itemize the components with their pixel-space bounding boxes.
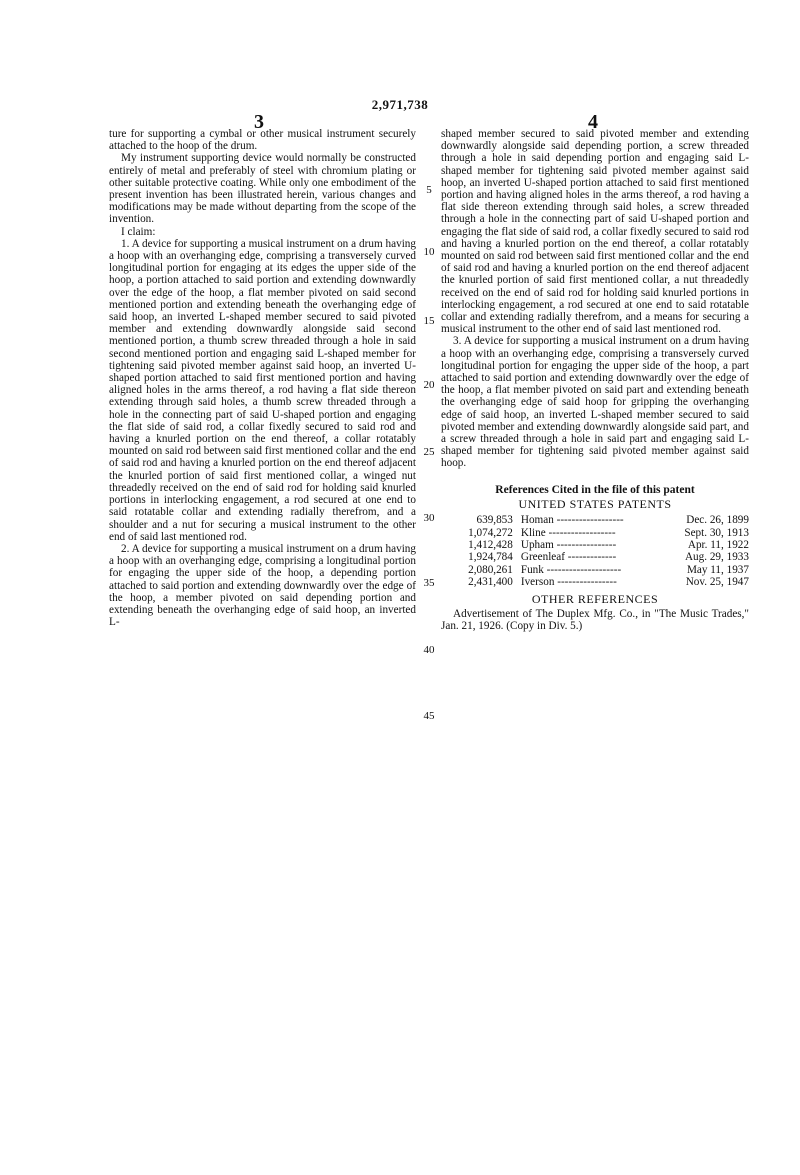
- patent-date-cell: Sept. 30, 1913: [684, 526, 749, 539]
- leader-dots: -------------: [567, 551, 617, 564]
- patent-name: Upham: [520, 538, 554, 551]
- leader-dots: ------------------: [548, 526, 616, 539]
- patent-date-cell: May 11, 1937: [686, 563, 749, 576]
- paragraph: shaped member secured to said pivoted member and extending downwardly alongside said depending portion, a screw threaded through a hole in said depending portion and engaging said L-shaped member for tightening said pivoted member against said hoop, an inverted U-shaped portion attached to said first mentioned portion and having aligned holes in the arms thereof, a rod having a flat side thereon extending through said holes, a screw threaded through a hole in the connecting part of said U-shaped portion and engaging the flat side of said rod, a collar fixedly secured to said rod and having a knurled portion on the end thereof, a collar rotatably mounted on said rod between said first mentioned collar and the end of said rod and having a knurled portion on the end thereof adjacent the knurled portion of said first mentioned collar, a nut threadedly received on the end of said rod for holding said knurled portions in interlocking engagement, a rod secured at one end to said rotatable collar and extending radially therefrom, and a means for securing a musical instrument to the other end of said last mentioned rod.: [441, 128, 749, 336]
- left-column: [109, 128, 416, 628]
- patent-name-cell: [521, 514, 684, 526]
- line-number: 25: [423, 446, 435, 458]
- patent-number: 2,971,738: [371, 97, 429, 112]
- patent-name: Greenleaf: [520, 551, 565, 564]
- patent-date-cell: Dec. 26, 1899: [686, 514, 749, 527]
- line-number: 40: [423, 644, 435, 656]
- references-title: References Cited in the file of this patent: [495, 483, 695, 496]
- line-number: 15: [423, 315, 435, 327]
- line-number: 5: [426, 184, 432, 196]
- table-row: [451, 576, 749, 588]
- line-number: 20: [423, 379, 435, 391]
- patent-name: Funk: [520, 563, 544, 576]
- patent-name-cell: [521, 576, 684, 588]
- claim-1: 1. A device for supporting a musical instrument on a drum having a hoop with an overhanging edge, comprising a transversely curved longitudinal portion for engaging at its edges the upper side of the hoop, a portion attached to said portion and extending downwardly over the edge of the hoop, a flat member pivoted on said second mentioned portion and extending beneath the overhanging edge of said hoop, an inverted L-shaped member secured to said pivoted member and extending downwardly alongside said second mentioned portion, a thumb screw threaded through a hole in said second mentioned portion and engaging said L-shaped member for tightening said pivoted member against said hoop, an inverted U-shaped portion attached to said first mentioned portion and having aligned holes in the arms thereof, a rod having a flat side thereon extending through said holes, a thumb screw threaded through a hole in the connecting part of said U-shaped portion and engaging the flat side of said rod, a collar fixedly secured to said rod and having a knurled portion on the end thereof, a collar rotatably mounted on said rod between said first mentioned collar and the end of said rod and having a knurled portion on the end thereof adjacent the knurled portion of said first mentioned collar, a winged nut threadedly received on the end of said rod for holding said knurled portions in interlocking engagement, a rod secured at one end to said rotatable collar and extending radially therefrom, and a shoulder and a nut for securing a musical instrument to the other end of said last mentioned rod.: [109, 237, 416, 543]
- leader-dots: ----------------: [556, 538, 617, 551]
- claims-heading: I claim:: [121, 225, 156, 238]
- table-row: [451, 539, 749, 551]
- leader-dots: ----------------: [557, 576, 617, 589]
- patent-name-cell: [521, 539, 684, 551]
- table-row: [451, 551, 749, 563]
- other-references-title: OTHER REFERENCES: [531, 591, 659, 606]
- patent-date-cell: Nov. 25, 1947: [685, 576, 749, 589]
- patent-number-cell: 1,074,272: [468, 526, 513, 539]
- leader-dots: --------------------: [546, 563, 622, 576]
- patent-number-cell: 2,431,400: [468, 576, 513, 589]
- column-number-right: 4: [588, 111, 598, 133]
- patent-name-cell: [521, 564, 684, 576]
- paragraph: ture for supporting a cymbal or other musical instrument securely attached to the hoop of the drum.: [109, 128, 416, 153]
- table-row: [451, 514, 749, 526]
- patent-date-cell: Aug. 29, 1933: [684, 551, 749, 564]
- leader-dots: ------------------: [556, 514, 624, 527]
- patent-number-cell: 1,412,428: [468, 538, 513, 551]
- line-number: 35: [423, 577, 435, 589]
- references-table: [451, 514, 749, 588]
- references-subtitle: UNITED STATES PATENTS: [518, 496, 672, 511]
- patent-name-cell: [521, 551, 684, 563]
- claim-2: 2. A device for supporting a musical instrument on a drum having a hoop with an overhanging edge, comprising a longitudinal portion for engaging the upper side of the hoop, a depending portion attached to said portion and extending downwardly over the edge of the hoop, a member pivoted on said depending portion and extending beneath the overhanging edge of said hoop, an inverted L-: [109, 542, 416, 629]
- patent-number-cell: 1,924,784: [468, 551, 513, 564]
- patent-name: Homan: [520, 514, 554, 527]
- paragraph: My instrument supporting device would normally be constructed entirely of metal and preferably of steel with chromium plating or other suitable protective coating. While only one embodiment of the present invention has been illustrated herein, various changes and modifications may be made without departing from the scope of the invention.: [109, 152, 416, 226]
- line-number: 45: [423, 710, 435, 722]
- patent-number-cell: 639,853: [476, 514, 513, 527]
- right-column: [441, 128, 749, 632]
- patent-name: Iverson: [520, 576, 555, 589]
- claim-3: 3. A device for supporting a musical instrument on a drum having a hoop with an overhanging edge, comprising a transversely curved longitudinal portion for engaging the upper side of the hoop, a part attached to said portion and extending downwardly over the edge of the hoop, a flat member pivoted on said part and extending beneath the overhanging edge of said hoop for gripping the overhanging edge of said hoop, an inverted L-shaped member secured to said pivoted member and extending downwardly alongside said part, and a screw threaded through a hole in said part and engaging said L-shaped member for tightening said pivoted member against said hoop.: [441, 335, 749, 470]
- column-number-left: 3: [254, 111, 264, 133]
- patent-number-cell: 2,080,261: [468, 563, 513, 576]
- patent-name-cell: [521, 527, 684, 539]
- patent-name: Kline: [520, 526, 546, 539]
- patent-date-cell: Apr. 11, 1922: [687, 538, 749, 551]
- table-row: [451, 564, 749, 576]
- line-number: 30: [423, 512, 435, 524]
- table-row: [451, 527, 749, 539]
- line-number: 10: [423, 246, 435, 258]
- other-reference-text: Advertisement of The Duplex Mfg. Co., in "The Music Trades," Jan. 21, 1926. (Copy in Div. 5.): [441, 607, 749, 632]
